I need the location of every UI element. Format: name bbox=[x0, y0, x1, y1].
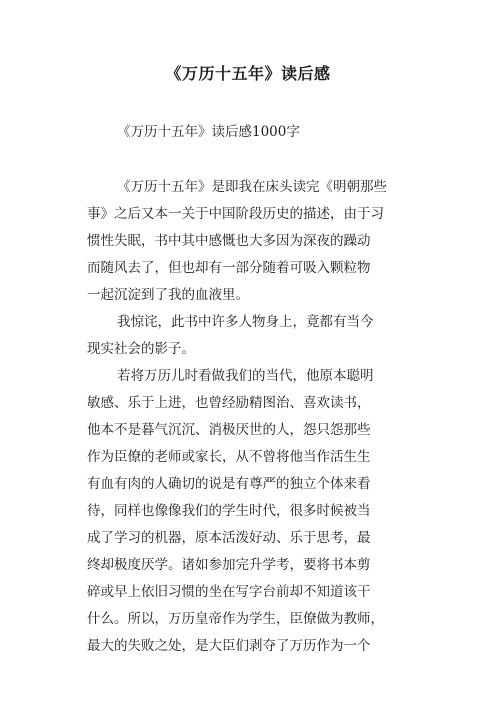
text-line: 事》之后又本一关于中国阶段历史的描述，由于习 bbox=[87, 206, 384, 222]
text-line: 若将万历儿时看做我们的当代，他原本聪明 bbox=[117, 368, 374, 384]
text-line: 而随风去了，但也却有一部分随着可吸入颗粒物 bbox=[87, 260, 371, 276]
text-line: 一起沉淀到了我的血液里。 bbox=[87, 287, 249, 303]
text-line: 终却极度厌学。诸如参加完升学考，要将书本剪 bbox=[87, 557, 371, 573]
text-line: 敏感、乐于上进，也曾经励精图治、喜欢读书， bbox=[87, 395, 371, 411]
text-line: 待，同样也像像我们的学生时代，很多时候被当 bbox=[87, 503, 371, 519]
text-line: 什么。所以，万历皇帝作为学生，臣僚做为教师， bbox=[87, 611, 384, 627]
text-line: 碎或早上依旧习惯的坐在写字台前却不知道该干 bbox=[87, 584, 371, 600]
text-line: 惯性失眠，书中其中感慨也大多因为深夜的躁动 bbox=[87, 233, 371, 249]
text-line: 《万历十五年》是即我在床头读完《明朝那些 bbox=[117, 179, 387, 195]
text-line: 他本不是暮气沉沉、消极厌世的人，怨只怨那些 bbox=[87, 422, 371, 438]
text-line: 现实社会的影子。 bbox=[87, 341, 195, 357]
document-subtitle: 《万历十五年》读后感1000字 bbox=[117, 124, 300, 140]
text-line: 有血有肉的人确切的说是有尊严的独立个体来看 bbox=[87, 476, 371, 492]
text-line: 作为臣僚的老师或家长，从不曾将他当作活生生 bbox=[87, 449, 371, 465]
text-line: 最大的失败之处，是大臣们剥夺了万历作为一个 bbox=[87, 638, 371, 654]
text-line: 我惊诧，此书中许多人物身上，竟都有当今 bbox=[117, 314, 374, 330]
text-line: 成了学习的机器，原本活泼好动、乐于思考，最 bbox=[87, 530, 371, 546]
document-title: 《万历十五年》读后感 bbox=[165, 64, 331, 83]
